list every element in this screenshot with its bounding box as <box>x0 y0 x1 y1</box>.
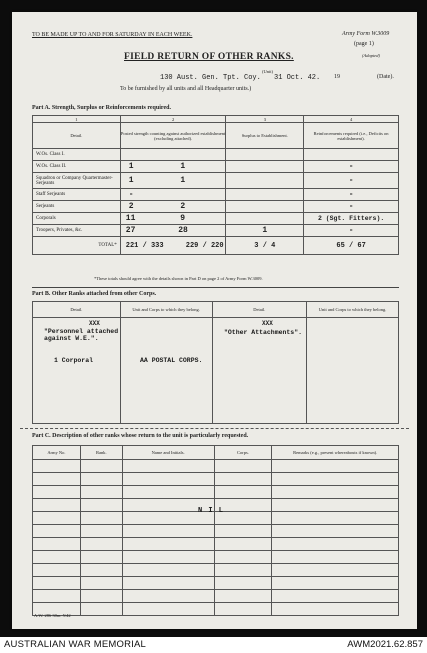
surplus-value <box>226 161 304 173</box>
col-header: Surplus to Establishment. <box>226 123 304 149</box>
col-number: 2 <box>120 116 226 123</box>
posted-value: 1 <box>128 176 134 185</box>
table-row <box>33 213 399 225</box>
part-c-table <box>32 445 399 616</box>
posted-value: 27 <box>125 226 136 235</box>
posted-value-2: 9 <box>180 214 185 223</box>
col-header: Detail. <box>33 302 121 318</box>
table-row <box>33 225 399 237</box>
surplus-value <box>226 213 304 225</box>
year-prefix: 19 <box>334 74 340 80</box>
col-header: Unit and Corps to which they belong. <box>120 302 212 318</box>
col-header: Corps. <box>214 446 272 460</box>
col-header: Unit and Corps to which they belong. <box>307 302 399 318</box>
posted-value-2: 28 <box>178 226 188 235</box>
army-form-number: Army Form W.3009 <box>342 31 390 37</box>
print-reference: A.W. 286 30m. 5/42 <box>34 613 71 618</box>
xxx-mark: XXX <box>262 320 273 327</box>
total-posted-2: 229 / 220 <box>185 241 224 250</box>
row-label: Squadron or Company Quartermaster-Serjeants <box>33 173 121 189</box>
posted-value: - <box>128 190 134 199</box>
reinf-value: - <box>304 201 399 213</box>
part-b-title: Part B. Other Ranks attached from other Corps. <box>32 291 157 297</box>
posted-value-2: 1 <box>180 162 186 171</box>
table-row <box>33 237 399 255</box>
reinf-value: - <box>304 225 399 237</box>
row-label: W.Os. Class II. <box>33 161 121 173</box>
row-label: Serjeants <box>33 201 121 213</box>
surplus-value <box>226 201 304 213</box>
col-header: Remarks (e.g., present whereabouts if known). <box>272 446 399 460</box>
posted-value: 2 <box>128 202 134 211</box>
table-row <box>33 189 399 201</box>
posted-value-2: 1 <box>180 176 186 185</box>
reinf-value: - <box>304 173 399 189</box>
col-number: 1 <box>33 116 121 123</box>
archive-name: AUSTRALIAN WAR MEMORIAL <box>4 639 147 650</box>
part-c-title: Part C. Description of other ranks whose return to the unit is particularly requested. <box>32 433 249 439</box>
table-row <box>33 161 399 173</box>
form-title: FIELD RETURN OF OTHER RANKS. <box>124 52 294 62</box>
table-row <box>33 149 399 161</box>
form-page <box>12 12 417 629</box>
page-number: (page 1) <box>354 41 374 47</box>
col-header: Name and Initials. <box>122 446 214 460</box>
postal-corps-entry: AA POSTAL CORPS. <box>140 357 203 364</box>
table-row <box>33 201 399 213</box>
totals-note: *These totals should agree with the details shown in Part D on page 2 of Army Form W.3009. <box>94 276 263 281</box>
reinf-value: 2 (Sgt. Fitters). <box>304 213 399 225</box>
row-label: Staff Serjeants <box>33 189 121 201</box>
col-header: Army No. <box>33 446 81 460</box>
reinf-value: - <box>304 161 399 173</box>
archive-id: AWM2021.62.857 <box>347 639 423 650</box>
col-number: 4 <box>304 116 399 123</box>
col-header: Rank. <box>80 446 122 460</box>
unit-value: 130 Aust. Gen. Tpt. Coy. <box>160 74 261 82</box>
col-header: Detail. <box>33 123 121 149</box>
archive-footer <box>0 637 427 653</box>
surplus-value <box>226 173 304 189</box>
col-number: 3 <box>226 116 304 123</box>
row-label: TOTAL* <box>33 237 121 255</box>
nil-entry: N I L <box>198 507 225 515</box>
personnel-attached: "Personnel attached against W.E.". <box>44 328 119 342</box>
reinf-value: - <box>304 189 399 201</box>
unit-label: (Unit) <box>262 69 273 74</box>
surplus-value: 1 <box>226 225 304 237</box>
date-label: (Date). <box>377 74 394 80</box>
xxx-mark: XXX <box>89 320 100 327</box>
part-a-table <box>32 115 399 255</box>
row-label: W.Os. Class I. <box>33 149 121 161</box>
part-a-title: Part A. Strength, Surplus or Reinforcements required. <box>32 105 171 111</box>
posted-value: 1 <box>128 162 134 171</box>
total-surplus: 3 / 4 <box>226 237 304 255</box>
posted-value: 11 <box>125 214 136 223</box>
col-header: Reinforcements required (i.e., Deficits on establishment). <box>304 123 399 149</box>
other-attachments: "Other Attachments". <box>224 329 303 336</box>
date-value: 31 Oct. 42. <box>274 74 321 82</box>
row-label: Troopers, Privates, &c. <box>33 225 121 237</box>
furnished-note: To be furnished by all units and all Headquarter units.) <box>120 86 252 92</box>
row-label: Corporals <box>33 213 121 225</box>
corporal-entry: 1 Corporal <box>54 357 94 364</box>
col-header: Detail. <box>212 302 307 318</box>
posted-value-2: 2 <box>180 202 186 211</box>
total-reinf: 65 / 67 <box>304 237 399 255</box>
surplus-value <box>226 189 304 201</box>
table-row <box>33 173 399 189</box>
col-header: Posted strength counting against authorized establishment (excluding attached). <box>120 123 226 149</box>
total-posted: 221 / 333 <box>125 241 164 250</box>
made-up-instruction: TO BE MADE UP TO AND FOR SATURDAY IN EACH WEEK. <box>32 32 193 38</box>
adapted-note: (Adapted) <box>362 53 380 58</box>
